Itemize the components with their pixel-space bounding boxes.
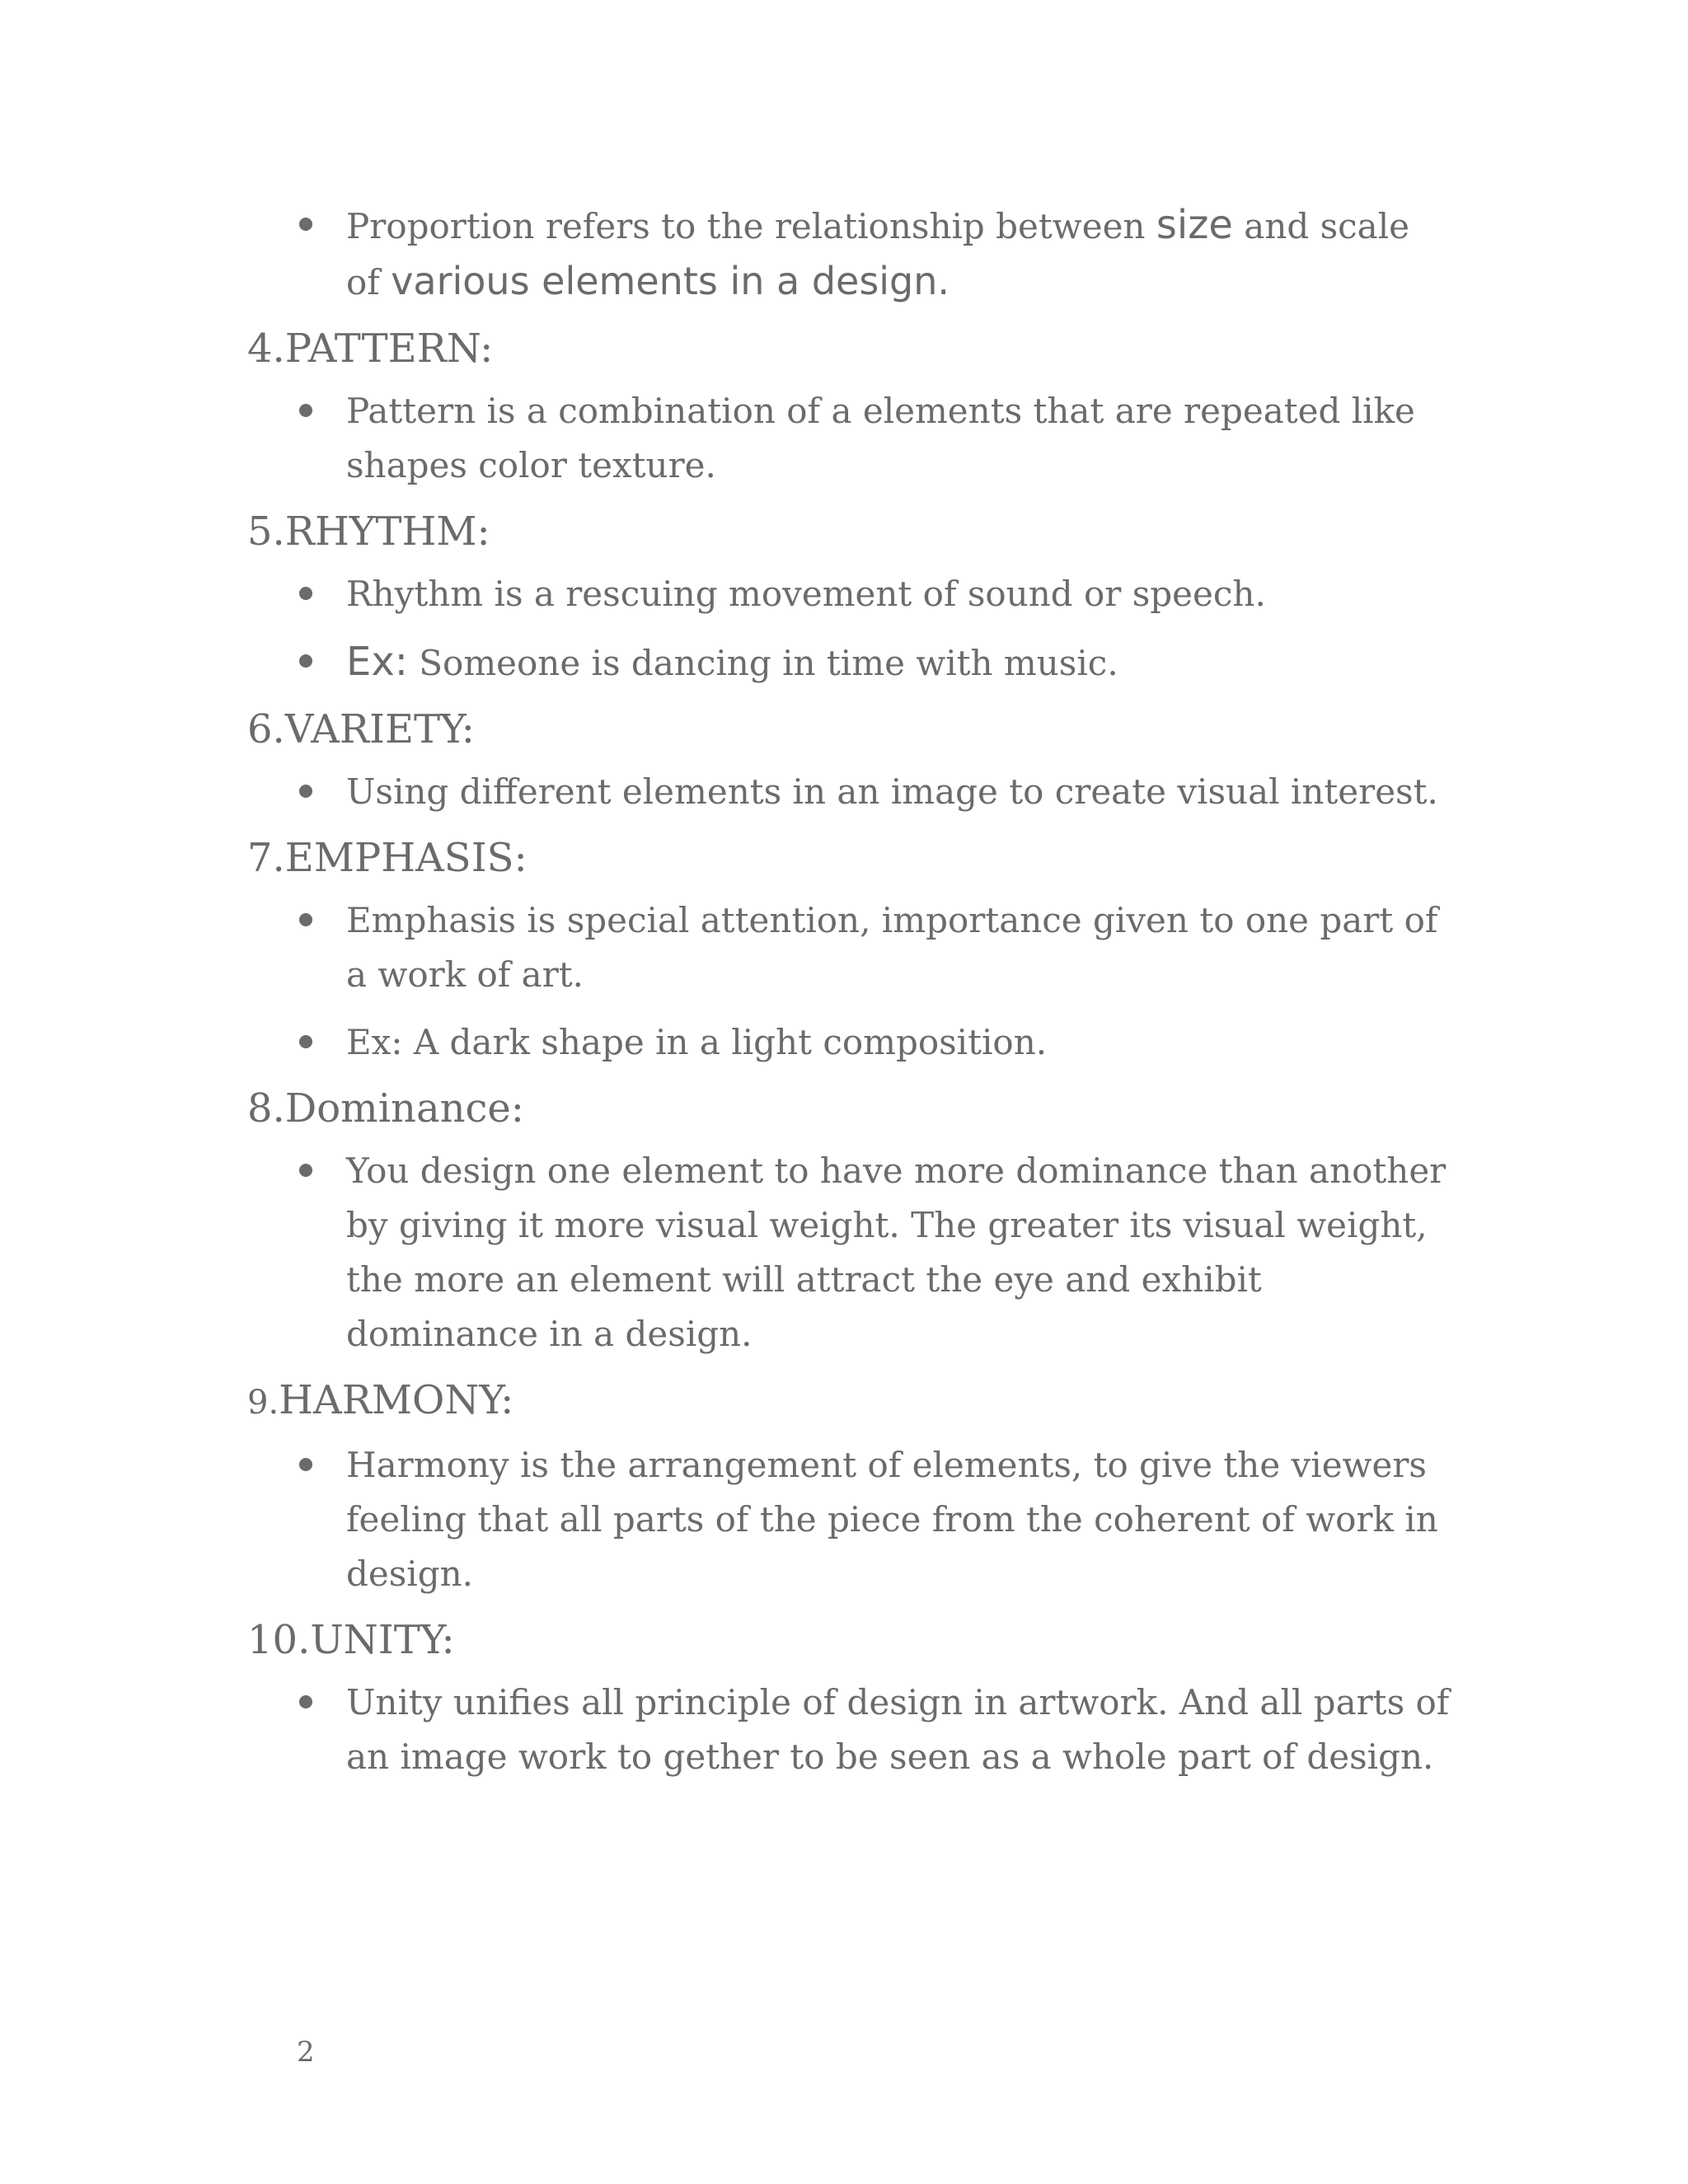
list-item: [247, 765, 1451, 819]
bullet-icon: [299, 1458, 312, 1471]
emphasis-list: [247, 893, 1451, 1070]
section-heading-emphasis: 7.EMPHASIS:: [247, 835, 528, 881]
harmony-list: [247, 1438, 1451, 1601]
unity-bullet-text: Unity unifies all principle of design in artwork. And all parts of an image work to gether to be seen as a whole part of design.: [346, 1682, 1450, 1777]
rhythm-bullet-text: Rhythm is a rescuing movement of sound or speech.: [346, 574, 1266, 614]
list-item: [247, 893, 1451, 1002]
harmony-heading-text: HARMONY:: [279, 1377, 514, 1423]
section-heading-unity: 10.UNITY:: [247, 1617, 455, 1663]
bullet-icon: [299, 785, 312, 798]
bullet-icon: [299, 218, 312, 231]
page-number: 2: [297, 2036, 315, 2069]
rhythm-example-text: Someone is dancing in time with music.: [407, 643, 1118, 683]
bullet-icon: [299, 1035, 312, 1048]
list-item: [247, 1015, 1451, 1070]
section-heading-rhythm: 5.RHYTHM:: [247, 509, 490, 555]
section-heading-dominance: 8.Dominance:: [247, 1085, 524, 1132]
variety-bullet-text: Using different elements in an image to create visual interest.: [346, 771, 1438, 812]
dominance-bullet-text: You design one element to have more dominance than another by giving it more visual weight. The greater its visual weight, the more an element will attract the eye and exhibit dominance in a design.: [346, 1151, 1447, 1354]
list-item: [247, 198, 1451, 310]
rhythm-list: [247, 567, 1451, 691]
list-item: [247, 1438, 1451, 1601]
bullet-icon: [299, 913, 312, 926]
pattern-bullet-text: Pattern is a combination of a elements that are repeated like shapes color texture.: [346, 391, 1415, 485]
list-item: [247, 567, 1451, 621]
list-item: [247, 635, 1451, 691]
emphasis-bullet-text: Emphasis is special attention, importance given to one part of a work of art.: [346, 900, 1438, 995]
list-item: [247, 384, 1451, 493]
proportion-text-part-2: size: [1156, 202, 1233, 248]
dominance-list: [247, 1144, 1451, 1361]
bullet-icon: [299, 404, 312, 417]
proportion-list: [247, 198, 1451, 310]
harmony-bullet-text: Harmony is the arrangement of elements, to give the viewers feeling that all parts of the piece from the coherent of work in design.: [346, 1445, 1438, 1594]
proportion-text-part-1: Proportion refers to the relationship between: [346, 206, 1156, 246]
variety-list: [247, 765, 1451, 819]
rhythm-example-prefix: Ex:: [346, 639, 408, 685]
bullet-icon: [299, 587, 312, 600]
section-heading-variety: 6.VARIETY:: [247, 706, 475, 752]
section-heading-harmony: [247, 1375, 1451, 1428]
list-item: [247, 1144, 1451, 1361]
document-content: [247, 198, 1451, 1797]
pattern-list: [247, 384, 1451, 493]
emphasis-example-text: Ex: A dark shape in a light composition.: [346, 1022, 1048, 1062]
section-heading-pattern: 4.PATTERN:: [247, 326, 494, 372]
proportion-text-part-3: and scale of: [346, 206, 1410, 302]
list-item: [247, 1675, 1451, 1784]
bullet-icon: [299, 1695, 312, 1708]
harmony-heading-number: 9.: [247, 1384, 279, 1422]
bullet-icon: [299, 1164, 312, 1177]
unity-list: [247, 1675, 1451, 1784]
proportion-text-part-4: various elements in a design.: [391, 259, 950, 303]
bullet-icon: [299, 654, 312, 668]
